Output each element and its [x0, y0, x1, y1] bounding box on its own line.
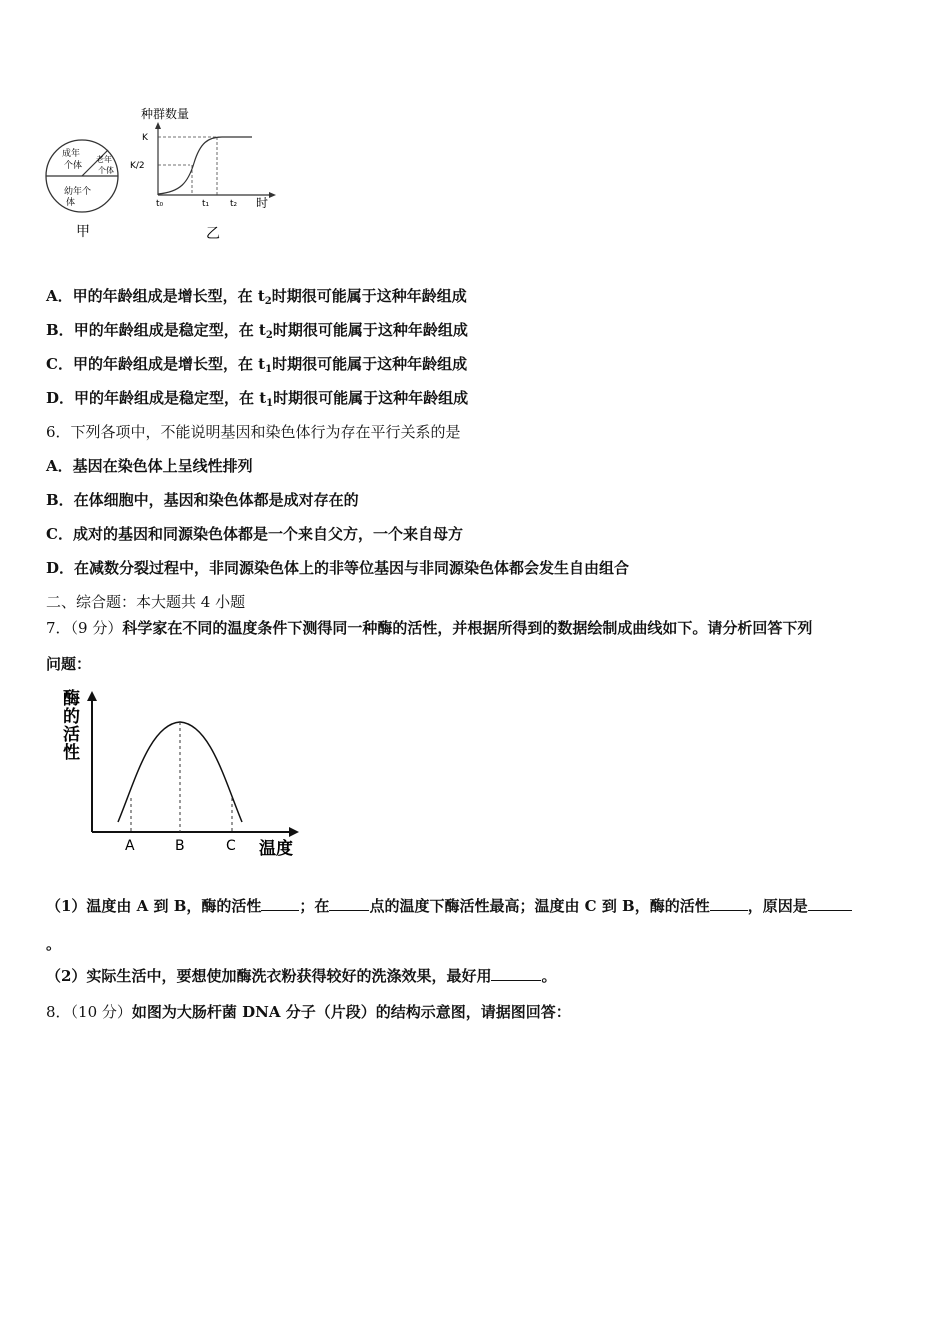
curve-xlabel: 时 — [256, 196, 269, 210]
blank-4[interactable] — [808, 896, 852, 911]
blank-3[interactable] — [710, 896, 748, 911]
blank-2[interactable] — [329, 896, 369, 911]
q6-option-c: C．成对的基因和同源染色体都是一个来自父方，一个来自母方 — [46, 525, 463, 543]
q8-stem: 如图为大肠杆菌 DNA 分子（片段）的结构示意图，请据图回答： — [131, 1003, 571, 1021]
q6-stem: 6．下列各项中，不能说明基因和染色体行为存在平行关系的是 — [46, 423, 461, 441]
curve-t2: t₂ — [230, 199, 238, 209]
q7-stem-line2: 问题： — [46, 655, 92, 673]
caption-yi: 乙 — [206, 226, 220, 242]
q7-stem: 科学家在不同的温度条件下测得同一种酶的活性，并根据所得到的数据绘制成曲线如下。请分析回答下列 — [122, 619, 813, 637]
q7-number: 7．（9 分） — [46, 619, 123, 637]
q7-sub1: （1）温度由 A 到 B，酶的活性 ；在 点的温度下酶活性最高；温度由 C 到 B，酶的活性 ，原因是 — [46, 896, 852, 916]
q5-option-d: D．甲的年龄组成是稳定型，在 $t_1$时期很可能属于这种年龄组成 — [46, 389, 469, 409]
pie-label-old-2: 个体 — [98, 166, 114, 175]
q7-stem-line1 — [46, 618, 812, 638]
chart-ylabel-1: 酶 — [63, 689, 80, 709]
q7-sub2: （2）实际生活中，要想使加酶洗衣粉获得较好的洗涤效果，最好用 。 — [46, 967, 557, 985]
age-structure-pie — [46, 140, 118, 212]
chart-ylabel-2: 的 — [63, 707, 80, 727]
curve-t1: t₁ — [202, 199, 210, 209]
q6-option-a: A．基因在染色体上呈线性排列 — [46, 457, 253, 475]
pie-label-young-2: 体 — [66, 198, 76, 208]
pie-label-young: 幼年个 — [64, 187, 92, 197]
pie-label-adult: 成年 — [62, 149, 81, 159]
chart-point-a: A — [125, 838, 135, 854]
q7-sub1-end: 。 — [46, 935, 62, 953]
q6-option-b: B．在体细胞中，基因和染色体都是成对存在的 — [46, 491, 359, 509]
s-curve-chart — [130, 106, 276, 210]
q8-number: 8．（10 分） — [46, 1003, 132, 1021]
q8-stem-line — [46, 1002, 571, 1022]
section-heading: 二、综合题：本大题共 4 小题 — [46, 593, 246, 611]
pie-label-old: 老年 — [96, 155, 112, 164]
enzyme-activity-chart — [55, 686, 315, 866]
caption-jia: 甲 — [76, 224, 90, 240]
curve-ylabel: 种群数量 — [141, 107, 190, 121]
chart-ylabel-4: 性 — [63, 743, 80, 763]
q5-option-a: A．甲的年龄组成是增长型，在 $t_2$时期很可能属于这种年龄组成 — [46, 287, 467, 307]
chart-point-b: B — [175, 838, 185, 854]
curve-k-label: K — [142, 133, 148, 143]
chart-point-c: C — [226, 838, 236, 854]
q5-option-b: B．甲的年龄组成是稳定型，在 $t_2$时期很可能属于这种年龄组成 — [46, 321, 468, 341]
curve-k2-label: K/2 — [130, 161, 145, 171]
population-figure — [40, 98, 290, 248]
curve-t0: t₀ — [156, 199, 164, 209]
q5-option-c: C．甲的年龄组成是增长型，在 $t_1$时期很可能属于这种年龄组成 — [46, 355, 468, 375]
blank-5[interactable] — [491, 966, 541, 981]
q6-option-d: D．在减数分裂过程中，非同源染色体上的非等位基因与非同源染色体都会发生自由组合 — [46, 559, 630, 577]
pie-label-adult-2: 个体 — [64, 161, 83, 171]
chart-ylabel-3: 活 — [63, 725, 80, 745]
blank-1[interactable] — [261, 896, 299, 911]
chart-xlabel: 温度 — [259, 839, 293, 859]
